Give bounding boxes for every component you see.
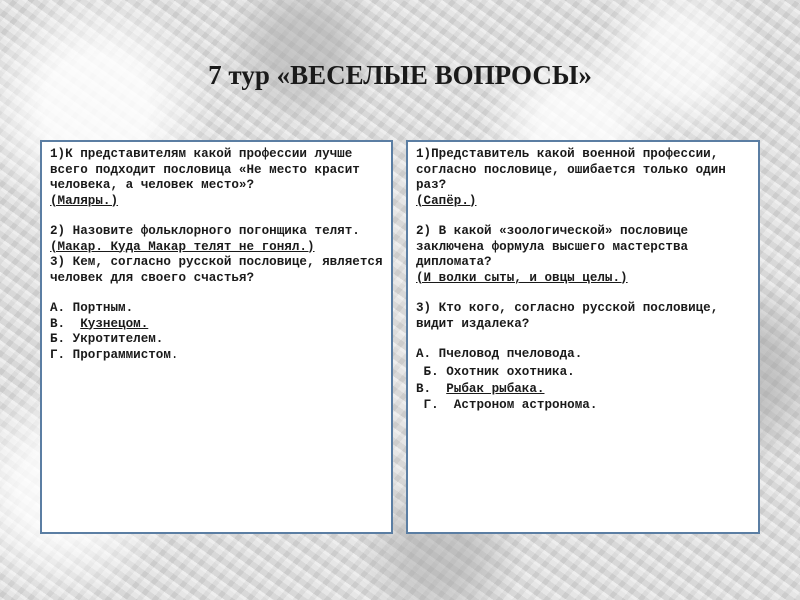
left-option-g (50, 348, 385, 364)
left-question-2: 2) Назовите фольклорного погонщика телят. (50, 224, 360, 238)
right-answer-1: (Сапёр.) (416, 193, 477, 208)
right-question-1: 1)Представитель какой военной профессии, согласно пословице, ошибается только один раз? (416, 147, 726, 192)
left-option-v-answer: Кузнецом. (80, 316, 149, 331)
right-option-g: Г. Астроном астронома. (416, 397, 598, 412)
right-question-2: 2) В какой «зоологической» пословице заключена формула высшего мастерства дипломата? (416, 224, 689, 269)
left-option-v (50, 317, 385, 333)
right-question-panel (406, 140, 760, 534)
left-question-3: 3) Кем, согласно русской пословице, является человек для своего счастья? (50, 255, 383, 285)
left-question-panel (40, 140, 393, 534)
left-option-b: Б. Укротителем. (50, 332, 164, 346)
right-question-3: 3) Кто кого, согласно русской пословице, видит издалека? (416, 301, 719, 331)
right-option-v-prefix: В. (416, 382, 447, 396)
left-option-a: А. Портным. (50, 301, 134, 315)
left-answer-2: (Макар. Куда Макар телят не гонял.) (50, 239, 315, 254)
left-option-v-prefix: В. (50, 316, 81, 331)
right-answer-2: (И волки сыты, и овцы целы.) (416, 270, 628, 285)
left-answer-1: (Маляры.) (50, 193, 119, 208)
right-option-b: Б. Охотник охотника. (416, 364, 575, 379)
left-option-g-text: Г. Программистом (50, 347, 171, 362)
right-option-v (416, 382, 752, 398)
right-option-a: А. Пчеловод пчеловода. (416, 347, 583, 361)
left-question-1: 1)К представителям какой профессии лучше всего подходит пословица «Не место красит человека, а человек место»? (50, 147, 360, 192)
slide-title: 7 тур «ВЕСЕЛЫЕ ВОПРОСЫ» (208, 60, 592, 90)
left-option-g-dot: . (170, 347, 179, 362)
right-option-v-answer: Рыбак рыбака. (446, 382, 545, 396)
